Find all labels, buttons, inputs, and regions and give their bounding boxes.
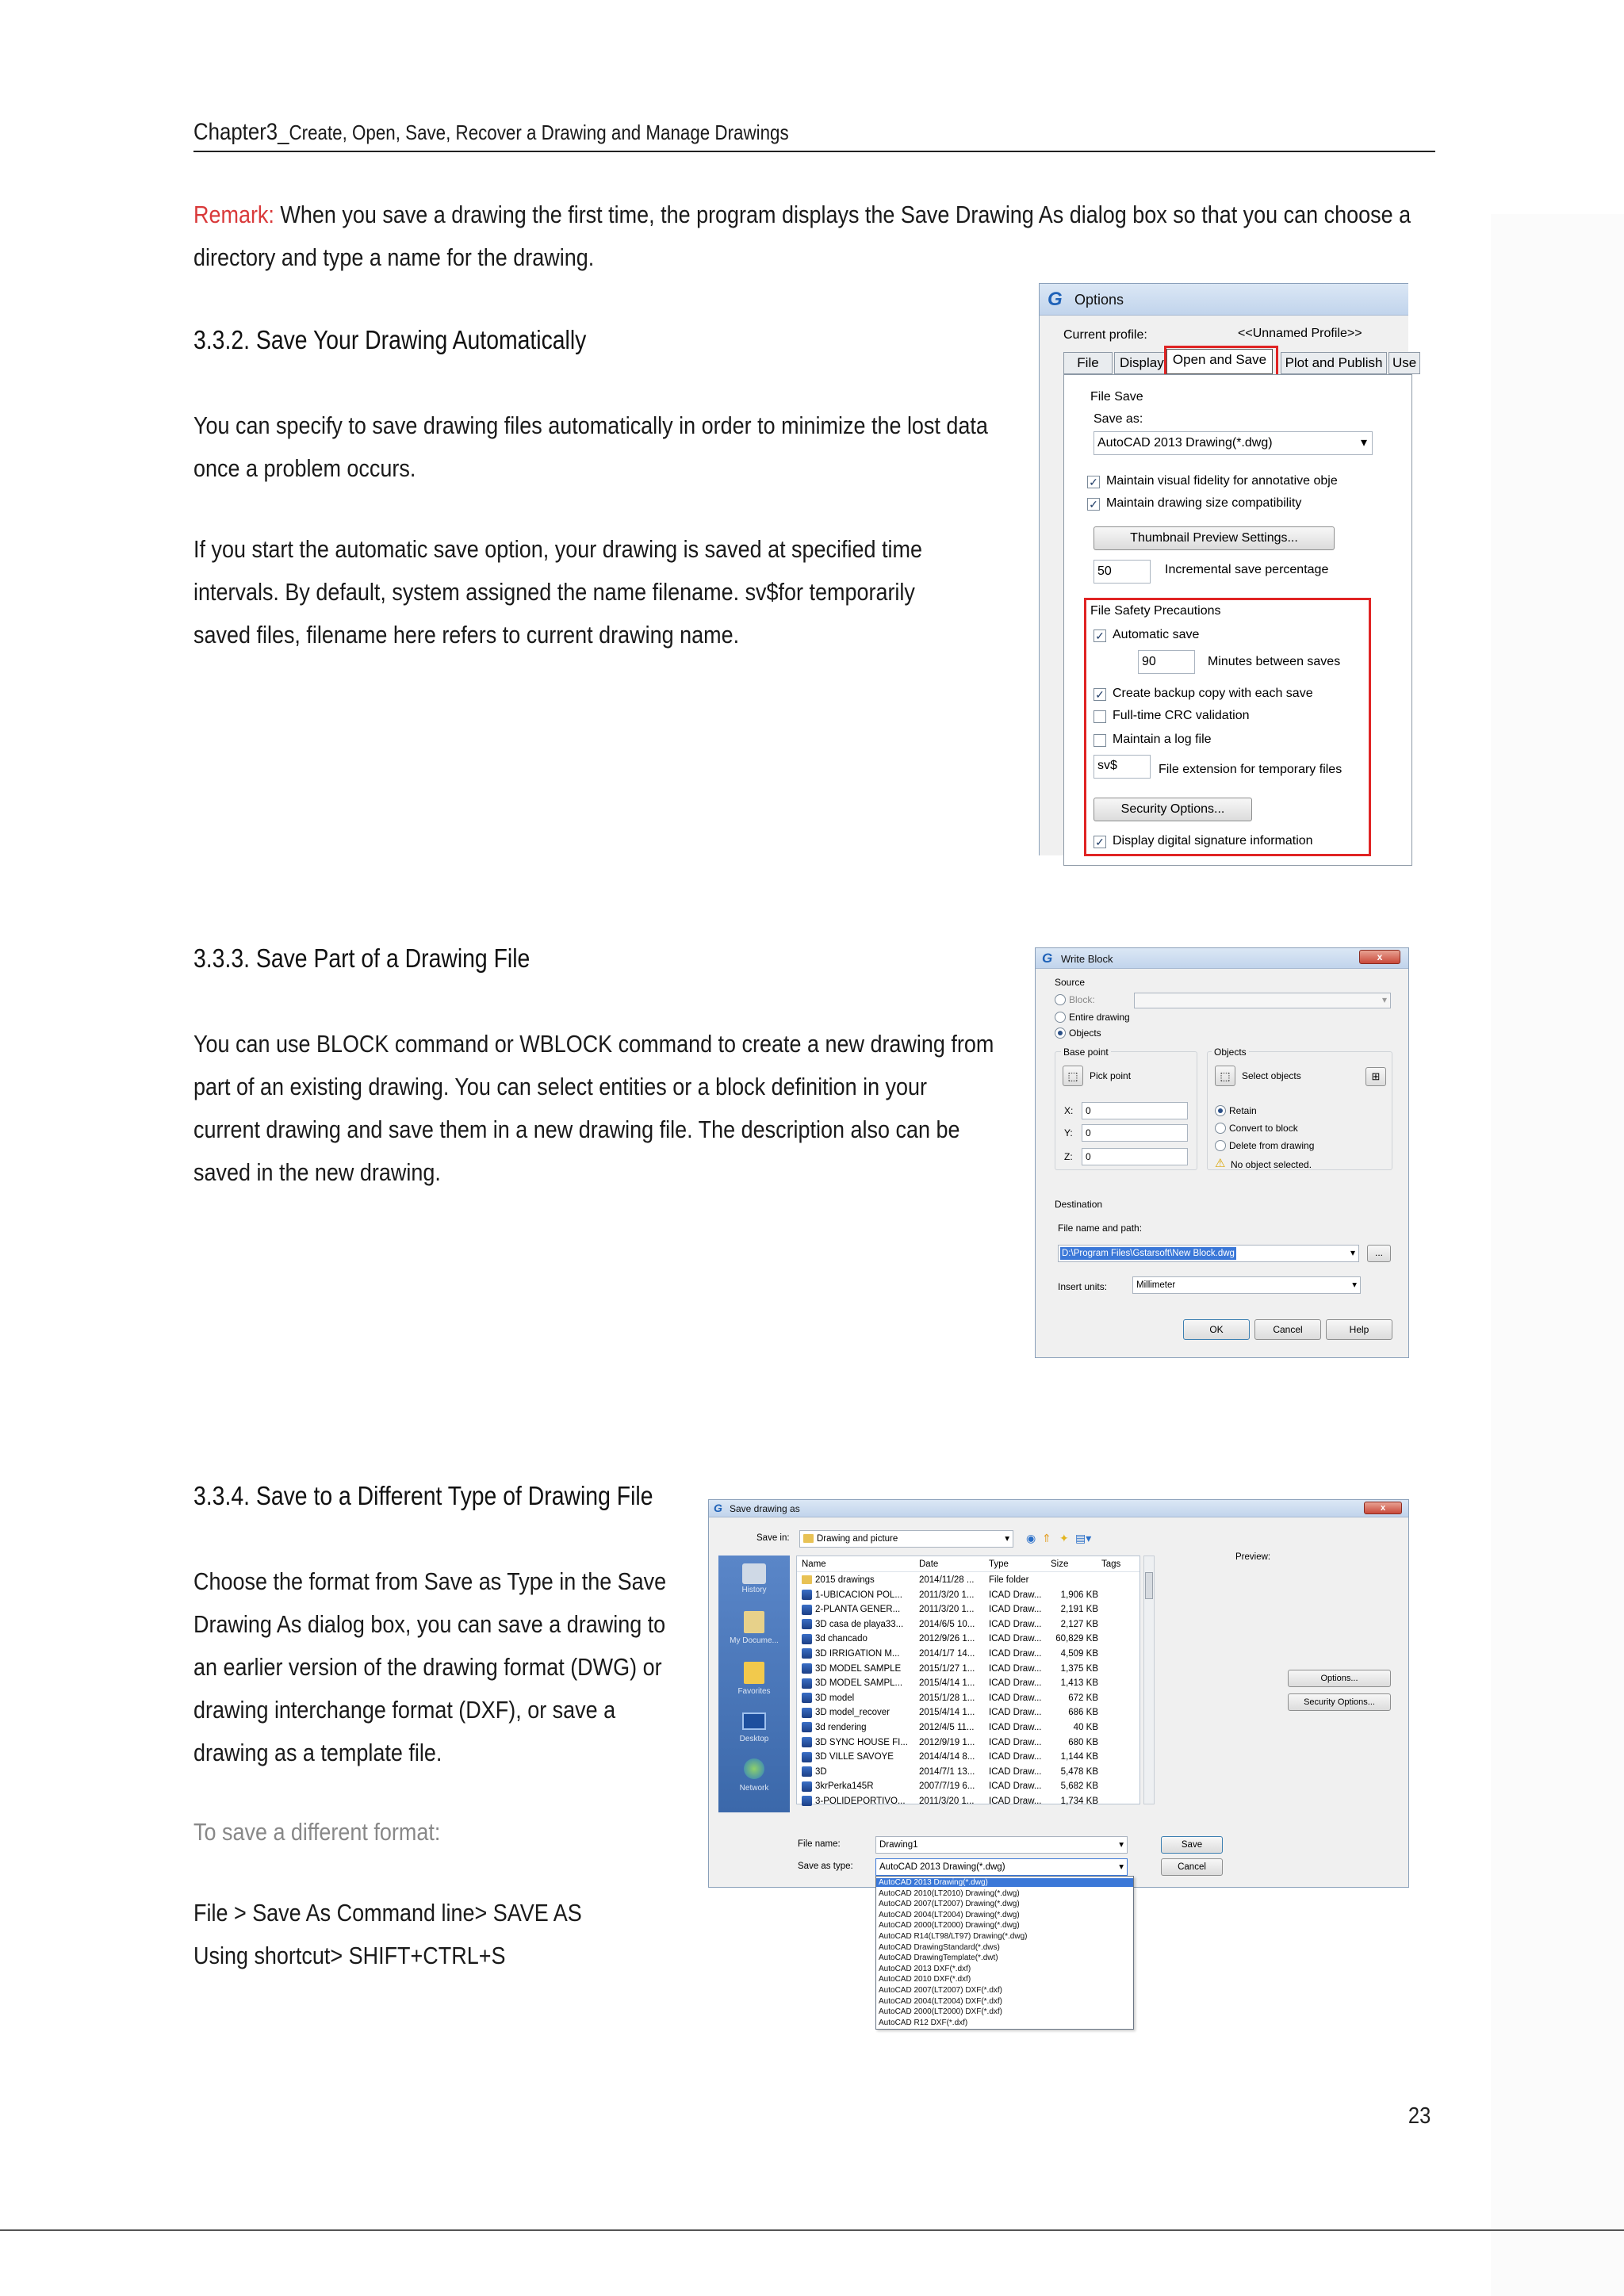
- save-as-title: Save drawing as: [730, 1503, 800, 1514]
- page-number: 23: [1408, 2103, 1431, 2129]
- file-date-cell: 2015/1/28 1...: [919, 1693, 975, 1703]
- tab-file[interactable]: File: [1063, 352, 1113, 374]
- text-line: File > Save As Command line> SAVE AS: [193, 1899, 582, 1927]
- section-332-paragraph1: [193, 404, 988, 490]
- type-option[interactable]: AutoCAD 2013 DXF(*.dxf): [879, 1964, 971, 1973]
- browse-button[interactable]: ...: [1367, 1245, 1391, 1262]
- chapter-header: [193, 119, 789, 146]
- chevron-down-icon: ▾: [1005, 1534, 1009, 1544]
- file-date-cell: 2014/11/28 ...: [919, 1575, 975, 1585]
- file-date-cell: 2014/6/5 10...: [919, 1619, 975, 1629]
- type-option[interactable]: AutoCAD 2004(LT2004) Drawing(*.dwg): [879, 1910, 1020, 1919]
- security-options-button[interactable]: Security Options...: [1094, 798, 1252, 821]
- file-row[interactable]: [797, 1661, 1139, 1677]
- type-option[interactable]: AutoCAD 2010(LT2010) Drawing(*.dwg): [879, 1888, 1020, 1898]
- file-list-header: [797, 1556, 1139, 1572]
- insert-units-label: Insert units:: [1058, 1281, 1108, 1292]
- file-date-cell: 2015/4/14 1...: [919, 1678, 975, 1689]
- network-label: Network: [739, 1784, 769, 1793]
- save-as-select[interactable]: [1094, 431, 1373, 455]
- file-row[interactable]: [797, 1587, 1139, 1603]
- header-rule: [193, 151, 1435, 152]
- file-type-cell: ICAD Draw...: [989, 1797, 1042, 1806]
- drawing-file-icon: [802, 1708, 812, 1718]
- file-type-cell: ICAD Draw...: [989, 1678, 1042, 1689]
- view-menu-icon[interactable]: ▤▾: [1075, 1532, 1092, 1544]
- incremental-label: Incremental save percentage: [1165, 563, 1329, 576]
- crc-checkbox[interactable]: [1094, 710, 1106, 723]
- objects-radio-label: Objects: [1069, 1027, 1101, 1039]
- section-heading-334: 3.3.4. Save to a Different Type of Drawing File: [193, 1481, 653, 1510]
- save-as-type-label: Save as type:: [798, 1862, 853, 1871]
- chevron-down-icon: ▾: [1352, 1280, 1357, 1290]
- folder-icon: [802, 1575, 812, 1584]
- drawing-file-icon: [802, 1590, 812, 1600]
- destination-label: Destination: [1055, 1199, 1103, 1210]
- file-name-cell: 3D casa de playa33...: [802, 1617, 916, 1632]
- file-row[interactable]: [797, 1617, 1139, 1632]
- drawing-file-icon: [802, 1634, 812, 1644]
- pick-point-icon[interactable]: ⬚: [1063, 1066, 1083, 1086]
- text-line: drawing interchange format (DXF), or save a: [193, 1696, 616, 1724]
- desktop-icon[interactable]: [742, 1712, 766, 1730]
- visual-fidelity-label: Maintain visual fidelity for annotative obje: [1106, 474, 1338, 488]
- save-as-titlebar: [709, 1500, 1408, 1517]
- write-block-dialog: [1035, 947, 1409, 1358]
- file-type-cell: ICAD Draw...: [989, 1605, 1042, 1615]
- z-input[interactable]: 0: [1082, 1148, 1188, 1165]
- file-row[interactable]: [797, 1749, 1139, 1765]
- file-name-cell: 3D model_recover: [802, 1705, 916, 1720]
- close-button[interactable]: x: [1359, 950, 1400, 964]
- file-type-cell: ICAD Draw...: [989, 1737, 1042, 1747]
- file-date-cell: 2015/4/14 1...: [919, 1708, 975, 1718]
- save-in-value: Drawing and picture: [817, 1534, 898, 1544]
- column-type[interactable]: Type: [989, 1559, 1009, 1569]
- source-label: Source: [1055, 977, 1086, 988]
- file-name-cell: 2-PLANTA GENER...: [802, 1601, 916, 1617]
- thumbnail-settings-button[interactable]: Thumbnail Preview Settings...: [1094, 526, 1335, 550]
- up-folder-icon[interactable]: ⇑: [1042, 1532, 1051, 1544]
- file-date-cell: 2012/9/19 1...: [919, 1737, 975, 1747]
- save-in-label: Save in:: [756, 1533, 790, 1543]
- objects-radio[interactable]: [1055, 1027, 1066, 1039]
- select-objects-label: Select objects: [1242, 1070, 1301, 1081]
- cancel-button[interactable]: Cancel: [1161, 1858, 1223, 1876]
- column-size[interactable]: Size: [1051, 1559, 1069, 1569]
- file-date-cell: 2015/1/27 1...: [919, 1663, 975, 1674]
- text-line: part of an existing drawing. You can select entities or a block definition in your: [193, 1073, 928, 1100]
- objects-group-label: Objects: [1212, 1047, 1249, 1058]
- section-334-commands: [193, 1892, 582, 1977]
- type-option[interactable]: AutoCAD 2004(LT2004) DXF(*.dxf): [879, 1996, 1002, 2006]
- type-option[interactable]: AutoCAD DrawingStandard(*.dws): [879, 1942, 1000, 1952]
- options-title: Options: [1074, 292, 1124, 308]
- drawing-file-icon: [802, 1663, 812, 1674]
- close-button[interactable]: x: [1364, 1502, 1402, 1514]
- backup-label: Create backup copy with each save: [1113, 687, 1313, 700]
- file-date-cell: 2011/3/20 1...: [919, 1797, 975, 1806]
- file-type-cell: ICAD Draw...: [989, 1619, 1042, 1629]
- text-line: If you start the automatic save option, your drawing is saved at specified time: [193, 535, 922, 563]
- delete-label: Delete from drawing: [1229, 1140, 1315, 1151]
- block-radio[interactable]: [1055, 994, 1066, 1005]
- file-name-cell: 3D MODEL SAMPLE: [802, 1661, 916, 1677]
- type-options: [876, 1878, 1133, 2029]
- desktop-label: Desktop: [739, 1735, 769, 1743]
- file-name-cell: 1-UBICACION POL...: [802, 1587, 916, 1603]
- drawing-file-icon: [802, 1605, 812, 1615]
- text-line: current drawing and save them in a new drawing file. The description also can be: [193, 1115, 960, 1143]
- tab-user[interactable]: Use: [1388, 352, 1420, 374]
- file-list-scrollbar[interactable]: [1143, 1556, 1155, 1804]
- drawing-file-icon: [802, 1766, 812, 1777]
- autosave-checkbox[interactable]: ✓: [1094, 629, 1106, 642]
- retain-radio[interactable]: [1215, 1105, 1226, 1116]
- section-334-paragraph: [193, 1560, 666, 1774]
- remark-paragraph: [193, 193, 1573, 279]
- text-line: saved files, filename here refers to current drawing name.: [193, 621, 740, 649]
- file-row[interactable]: [797, 1572, 1139, 1588]
- text-line: intervals. By default, system assigned the name filename. sv$for temporarily: [193, 578, 915, 606]
- documents-icon[interactable]: [744, 1611, 764, 1633]
- warning-icon: ⚠: [1215, 1157, 1226, 1170]
- file-row[interactable]: [797, 1646, 1139, 1662]
- drawing-file-icon: [802, 1796, 812, 1806]
- remark-label: Remark:: [193, 201, 274, 228]
- block-select[interactable]: [1134, 993, 1391, 1008]
- file-name-cell: 3D SYNC HOUSE FI...: [802, 1735, 916, 1751]
- file-type-cell: ICAD Draw...: [989, 1723, 1042, 1732]
- ok-button[interactable]: OK: [1183, 1319, 1250, 1340]
- favorites-icon[interactable]: [744, 1662, 764, 1684]
- file-type-cell: ICAD Draw...: [989, 1766, 1042, 1777]
- write-block-titlebar: [1036, 948, 1408, 969]
- type-option[interactable]: AutoCAD R12 DXF(*.dxf): [879, 2018, 968, 2027]
- size-compat-label: Maintain drawing size compatibility: [1106, 496, 1302, 510]
- back-icon[interactable]: ◉: [1026, 1532, 1036, 1544]
- remark-line2: directory and type a name for the drawing.: [193, 243, 595, 271]
- incremental-input[interactable]: 50: [1094, 560, 1151, 584]
- file-row[interactable]: [797, 1705, 1139, 1720]
- section-333-paragraph: [193, 1023, 994, 1194]
- save-as-value: AutoCAD 2013 Drawing(*.dwg): [1097, 436, 1273, 450]
- chevron-down-icon: ▾: [1381, 994, 1387, 1005]
- highlight-tab-box: [1164, 346, 1278, 377]
- save-in-select[interactable]: [799, 1530, 1013, 1548]
- file-date-cell: 2011/3/20 1...: [919, 1605, 975, 1615]
- file-date-cell: 2014/1/7 14...: [919, 1649, 975, 1659]
- file-name-cell: 3D: [802, 1764, 916, 1780]
- text-line: You can specify to save drawing files automatically in order to minimize the lost data: [193, 411, 988, 439]
- file-size-cell: 1,144 KB: [1060, 1752, 1098, 1762]
- tab-open-and-save[interactable]: Open and Save: [1166, 349, 1273, 374]
- history-icon[interactable]: [742, 1563, 766, 1584]
- file-size-cell: 2,191 KB: [1060, 1605, 1098, 1615]
- save-as-dialog: [708, 1499, 1409, 1888]
- app-logo-icon: G: [1042, 951, 1053, 966]
- type-option[interactable]: AutoCAD 2007(LT2007) DXF(*.dxf): [879, 1986, 1002, 1995]
- column-tags[interactable]: Tags: [1101, 1559, 1121, 1569]
- save-as-type-select[interactable]: [875, 1858, 1128, 1876]
- section-334-subhead: To save a different format:: [193, 1818, 441, 1846]
- crc-label: Full-time CRC validation: [1113, 709, 1250, 722]
- file-type-cell: ICAD Draw...: [989, 1663, 1042, 1674]
- text-line: Choose the format from Save as Type in the Save: [193, 1567, 667, 1595]
- type-option[interactable]: AutoCAD 2000(LT2000) Drawing(*.dwg): [879, 1921, 1020, 1931]
- drawing-file-icon: [802, 1678, 812, 1689]
- safety-label: File Safety Precautions: [1090, 604, 1221, 618]
- section-heading-333: 3.3.3. Save Part of a Drawing File: [193, 943, 530, 973]
- file-name-label: File name:: [798, 1839, 841, 1849]
- file-size-cell: 672 KB: [1068, 1693, 1098, 1703]
- file-row[interactable]: [797, 1631, 1139, 1647]
- page-shadow: [1491, 214, 1624, 2296]
- column-date[interactable]: Date: [919, 1559, 939, 1569]
- pick-point-label: Pick point: [1090, 1070, 1132, 1081]
- file-row[interactable]: [797, 1735, 1139, 1751]
- drawing-file-icon: [802, 1752, 812, 1762]
- type-option[interactable]: AutoCAD 2013 Drawing(*.dwg): [876, 1878, 1133, 1887]
- chevron-down-icon: ▾: [1119, 1862, 1124, 1872]
- z-label: Z:: [1064, 1151, 1073, 1162]
- file-size-cell: 1,413 KB: [1060, 1678, 1098, 1689]
- extension-input[interactable]: sv$: [1094, 755, 1151, 779]
- chevron-down-icon: ▾: [1350, 1247, 1355, 1258]
- section-332-paragraph2: [193, 528, 922, 656]
- block-label: Block:: [1069, 994, 1095, 1005]
- network-icon[interactable]: [744, 1758, 764, 1779]
- file-type-cell: ICAD Draw...: [989, 1781, 1042, 1792]
- file-name-cell: 3d chancado: [802, 1631, 916, 1647]
- type-option[interactable]: AutoCAD 2007(LT2007) Drawing(*.dwg): [879, 1900, 1020, 1909]
- autosave-label: Automatic save: [1113, 628, 1200, 641]
- file-type-cell: File folder: [989, 1575, 1029, 1585]
- file-name-cell: 3krPerka145R: [802, 1778, 916, 1794]
- chapter-title: Create, Open, Save, Recover a Drawing and Manage Drawings: [289, 121, 789, 144]
- tab-plot-and-publish[interactable]: Plot and Publish: [1281, 352, 1387, 374]
- text-line: saved in the new drawing.: [193, 1158, 441, 1186]
- places-bar: [718, 1556, 790, 1812]
- documents-label: My Docume...: [730, 1636, 779, 1645]
- file-name-cell: 3D MODEL SAMPL...: [802, 1675, 916, 1691]
- file-save-label: File Save: [1090, 390, 1143, 404]
- quick-select-icon[interactable]: ⊞: [1365, 1067, 1386, 1086]
- log-label: Maintain a log file: [1113, 733, 1212, 746]
- options-button[interactable]: Options...: [1288, 1670, 1391, 1687]
- file-name-label: File name and path:: [1058, 1223, 1143, 1234]
- text-line: an earlier version of the drawing format (DWG) or: [193, 1653, 662, 1681]
- entire-drawing-label: Entire drawing: [1069, 1012, 1130, 1023]
- chevron-down-icon: ▾: [1360, 436, 1367, 450]
- log-checkbox[interactable]: [1094, 734, 1106, 747]
- file-name-cell: 3D VILLE SAVOYE: [802, 1749, 916, 1765]
- file-date-cell: 2014/7/1 13...: [919, 1766, 975, 1777]
- minutes-label: Minutes between saves: [1208, 655, 1341, 668]
- convert-radio[interactable]: [1215, 1123, 1226, 1134]
- file-size-cell: 1,734 KB: [1060, 1797, 1098, 1806]
- chapter-label: Chapter3_: [193, 119, 289, 145]
- x-label: X:: [1064, 1105, 1074, 1116]
- backup-checkbox[interactable]: ✓: [1094, 688, 1106, 701]
- text-line: You can use BLOCK command or WBLOCK command to create a new drawing from: [193, 1030, 994, 1058]
- file-type-cell: ICAD Draw...: [989, 1693, 1042, 1703]
- drawing-file-icon: [802, 1781, 812, 1792]
- file-date-cell: 2007/7/19 6...: [919, 1781, 975, 1792]
- minutes-input[interactable]: 90: [1138, 650, 1195, 674]
- save-button[interactable]: Save: [1161, 1836, 1223, 1854]
- tab-display[interactable]: Display: [1114, 352, 1165, 374]
- file-name-cell: 2015 drawings: [802, 1572, 916, 1588]
- file-size-cell: 2,127 KB: [1060, 1619, 1098, 1629]
- file-row[interactable]: [797, 1764, 1139, 1780]
- entire-drawing-radio[interactable]: [1055, 1012, 1066, 1023]
- footer-rule: [0, 2229, 1624, 2231]
- type-option[interactable]: AutoCAD DrawingTemplate(*.dwt): [879, 1954, 998, 1963]
- file-rows: [797, 1572, 1139, 1804]
- drawing-file-icon: [802, 1737, 812, 1747]
- save-as-type-value: AutoCAD 2013 Drawing(*.dwg): [879, 1862, 1005, 1872]
- favorites-label: Favorites: [737, 1687, 771, 1696]
- file-name-cell: 3D IRRIGATION M...: [802, 1646, 916, 1662]
- file-row[interactable]: [797, 1720, 1139, 1735]
- drawing-file-icon: [802, 1693, 812, 1703]
- file-type-cell: ICAD Draw...: [989, 1649, 1042, 1659]
- text-line: drawing as a template file.: [193, 1739, 442, 1766]
- insert-units-select[interactable]: [1132, 1276, 1361, 1294]
- drawing-file-icon: [802, 1619, 812, 1629]
- preview-label: Preview:: [1235, 1552, 1271, 1562]
- file-size-cell: 5,478 KB: [1060, 1766, 1098, 1777]
- file-row[interactable]: [797, 1793, 1139, 1809]
- type-option[interactable]: AutoCAD 2000(LT2000) DXF(*.dxf): [879, 2007, 1002, 2017]
- file-name-cell: 3-POLIDEPORTIVO...: [802, 1793, 916, 1809]
- insert-units-value: Millimeter: [1136, 1280, 1176, 1290]
- extension-label: File extension for temporary files: [1159, 763, 1342, 776]
- write-block-title: Write Block: [1061, 953, 1113, 965]
- file-row[interactable]: [797, 1690, 1139, 1706]
- security-options-button[interactable]: Security Options...: [1288, 1693, 1391, 1711]
- file-path-value: D:\Program Files\Gstarsoft\New Block.dwg: [1062, 1249, 1235, 1258]
- drawing-file-icon: [802, 1648, 812, 1659]
- y-label: Y:: [1064, 1127, 1073, 1138]
- cancel-button[interactable]: Cancel: [1254, 1319, 1321, 1340]
- type-option[interactable]: AutoCAD R14(LT98/LT97) Drawing(*.dwg): [879, 1932, 1028, 1941]
- file-date-cell: 2011/3/20 1...: [919, 1590, 975, 1600]
- file-size-cell: 40 KB: [1073, 1723, 1098, 1732]
- scrollbar-thumb[interactable]: [1145, 1572, 1153, 1599]
- delete-radio[interactable]: [1215, 1140, 1226, 1151]
- options-titlebar: [1040, 284, 1408, 316]
- file-size-cell: 1,375 KB: [1060, 1663, 1098, 1674]
- file-row[interactable]: [797, 1601, 1139, 1617]
- app-logo-icon: G: [1048, 289, 1063, 310]
- history-label: History: [741, 1586, 767, 1594]
- file-list[interactable]: [796, 1556, 1140, 1804]
- file-date-cell: 2014/4/14 8...: [919, 1752, 975, 1762]
- file-row[interactable]: [797, 1778, 1139, 1794]
- file-size-cell: 1,906 KB: [1060, 1590, 1098, 1600]
- text-line: Drawing As dialog box, you can save a drawing to: [193, 1610, 666, 1638]
- size-compat-checkbox[interactable]: ✓: [1087, 498, 1100, 511]
- signature-label: Display digital signature information: [1113, 834, 1313, 848]
- file-size-cell: 5,682 KB: [1060, 1781, 1098, 1792]
- folder-icon: [803, 1534, 814, 1543]
- file-name-input[interactable]: [875, 1836, 1128, 1854]
- convert-label: Convert to block: [1229, 1123, 1298, 1134]
- file-size-cell: 4,509 KB: [1060, 1649, 1098, 1659]
- file-path-input[interactable]: [1058, 1245, 1359, 1262]
- no-object-label: No object selected.: [1231, 1159, 1312, 1170]
- current-profile-label: Current profile:: [1063, 328, 1147, 342]
- file-type-cell: ICAD Draw...: [989, 1590, 1042, 1600]
- select-objects-icon[interactable]: ⬚: [1215, 1066, 1235, 1086]
- file-date-cell: 2012/4/5 11...: [919, 1723, 975, 1732]
- x-input[interactable]: 0: [1082, 1102, 1188, 1119]
- type-option[interactable]: AutoCAD 2010 DXF(*.dxf): [879, 1975, 971, 1984]
- current-profile-value: <<Unnamed Profile>>: [1238, 327, 1362, 340]
- file-type-cell: ICAD Draw...: [989, 1752, 1042, 1762]
- section-heading-332: 3.3.2. Save Your Drawing Automatically: [193, 325, 587, 354]
- file-name-cell: 3d rendering: [802, 1720, 916, 1735]
- file-type-cell: ICAD Draw...: [989, 1634, 1042, 1644]
- file-type-cell: ICAD Draw...: [989, 1708, 1042, 1718]
- new-folder-icon[interactable]: ✦: [1059, 1532, 1069, 1544]
- save-as-type-dropdown[interactable]: [875, 1876, 1134, 2030]
- base-point-label: Base point: [1061, 1047, 1111, 1058]
- retain-label: Retain: [1229, 1105, 1257, 1116]
- app-logo-icon: G: [714, 1502, 722, 1514]
- file-size-cell: 680 KB: [1068, 1737, 1098, 1747]
- save-as-label: Save as:: [1094, 412, 1143, 426]
- chevron-down-icon: ▾: [1119, 1840, 1124, 1850]
- drawing-file-icon: [802, 1722, 812, 1732]
- options-dialog: [1039, 283, 1417, 855]
- signature-checkbox[interactable]: ✓: [1094, 836, 1106, 848]
- file-date-cell: 2012/9/26 1...: [919, 1634, 975, 1644]
- visual-fidelity-checkbox[interactable]: ✓: [1087, 476, 1100, 488]
- file-name-cell: 3D model: [802, 1690, 916, 1706]
- help-button[interactable]: Help: [1326, 1319, 1392, 1340]
- file-size-cell: 60,829 KB: [1055, 1634, 1098, 1644]
- remark-line1: When you save a drawing the first time, the program displays the Save Drawing As dialog box so that you can choose a: [280, 201, 1411, 228]
- file-size-cell: 686 KB: [1068, 1708, 1098, 1718]
- file-name-value: Drawing1: [879, 1840, 918, 1850]
- y-input[interactable]: 0: [1082, 1124, 1188, 1142]
- text-line: Using shortcut> SHIFT+CTRL+S: [193, 1942, 506, 1969]
- column-name[interactable]: Name: [802, 1559, 826, 1569]
- file-row[interactable]: [797, 1675, 1139, 1691]
- text-line: once a problem occurs.: [193, 454, 416, 482]
